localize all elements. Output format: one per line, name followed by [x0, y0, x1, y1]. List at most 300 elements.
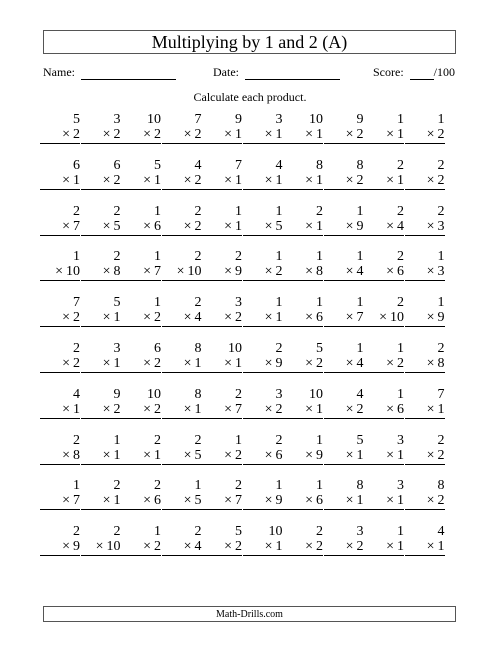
multiply-operator: × [386, 127, 394, 142]
multiplier-value: 9 [73, 539, 80, 555]
multiply-operator: × [55, 264, 63, 280]
multiplier-value: 10 [66, 264, 80, 280]
problem [243, 249, 283, 281]
multiplier-value: 7 [235, 493, 242, 509]
multiplier-value: 2 [154, 310, 161, 326]
multiply-operator: × [143, 493, 151, 509]
problem-multiplier [283, 127, 323, 144]
problem-multiplier [283, 448, 323, 465]
multiplier-value: 1 [113, 447, 121, 463]
problem [283, 478, 323, 510]
multiply-operator: × [183, 493, 192, 509]
problem-multiplicand: 1 [397, 112, 404, 127]
multiplier-value: 8 [437, 356, 445, 371]
problem [324, 204, 364, 236]
multiply-operator: × [102, 218, 111, 234]
problem [202, 112, 242, 144]
problem [324, 478, 364, 510]
problem-multiplicand: 2 [316, 203, 323, 219]
problem [40, 204, 80, 236]
problem [40, 524, 80, 556]
problem-multiplicand: 5 [113, 295, 121, 311]
multiply-operator: × [183, 172, 192, 188]
multiplier-value: 4 [356, 264, 364, 280]
multiplier-value: 5 [113, 218, 121, 234]
multiply-operator: × [224, 127, 232, 142]
problem-multiplicand: 3 [356, 524, 364, 540]
multiplier-value: 9 [275, 493, 283, 509]
multiply-operator: × [305, 539, 313, 555]
multiplier-value: 4 [397, 218, 404, 234]
multiply-operator: × [345, 493, 354, 509]
problem-multiplicand: 5 [316, 341, 323, 356]
multiplier-value: 2 [356, 401, 364, 417]
problem-multiplier [243, 219, 283, 236]
multiplier-value: 1 [73, 172, 80, 188]
problem-multiplicand: 2 [235, 386, 242, 402]
problem-multiplicand: 1 [316, 295, 323, 311]
problem-multiplicand: 1 [437, 249, 445, 265]
multiply-operator: × [345, 172, 354, 188]
problem [364, 387, 404, 419]
name-blank[interactable] [81, 65, 176, 80]
problem-multiplicand: 6 [113, 157, 121, 173]
problem [202, 249, 242, 281]
multiply-operator: × [305, 493, 313, 509]
problem-multiplier [202, 539, 242, 556]
multiplier-value: 10 [106, 539, 121, 555]
multiplier-value: 1 [356, 447, 364, 463]
problem [40, 433, 80, 465]
multiplier-value: 2 [73, 356, 80, 371]
multiply-operator: × [224, 401, 232, 417]
problem-multiplier [283, 173, 323, 190]
problem-multiplier [405, 173, 445, 190]
multiplier-value: 6 [275, 447, 283, 463]
problem [324, 112, 364, 144]
problem-multiplicand: 10 [147, 386, 161, 402]
problem [40, 295, 80, 327]
problem [202, 387, 242, 419]
problem-multiplier [81, 493, 121, 510]
multiply-operator: × [62, 218, 70, 234]
problem [162, 524, 202, 556]
multiply-operator: × [224, 493, 232, 509]
problem-multiplicand: 2 [194, 249, 202, 265]
multiply-operator: × [345, 539, 354, 555]
problem-multiplicand: 1 [356, 203, 364, 219]
multiply-operator: × [264, 401, 273, 417]
multiply-operator: × [62, 447, 70, 463]
multiply-operator: × [102, 127, 111, 142]
multiply-operator: × [143, 539, 151, 555]
problem-multiplicand: 4 [73, 386, 80, 402]
problem [243, 204, 283, 236]
multiplier-value: 6 [154, 218, 161, 234]
multiply-operator: × [62, 401, 70, 417]
problem-multiplicand: 8 [356, 157, 364, 173]
multiplier-value: 9 [356, 218, 364, 234]
problem-multiplicand: 9 [113, 386, 121, 402]
multiply-operator: × [426, 447, 435, 463]
problem-multiplier [364, 539, 404, 556]
problem [324, 249, 364, 281]
multiplier-value: 9 [235, 264, 242, 280]
problem-multiplicand: 2 [194, 432, 202, 448]
multiply-operator: × [183, 218, 192, 234]
name-field [43, 65, 176, 80]
problem [243, 387, 283, 419]
problem [162, 295, 202, 327]
problem-multiplier [283, 264, 323, 281]
problem [243, 478, 283, 510]
multiply-operator: × [426, 127, 435, 142]
multiply-operator: × [426, 310, 435, 326]
problem-multiplier [243, 493, 283, 510]
multiplier-value: 1 [113, 356, 121, 371]
problem [405, 478, 445, 510]
problem-multiplicand: 3 [397, 478, 404, 494]
problem [324, 341, 364, 373]
problem-multiplier [40, 539, 80, 556]
problem-multiplicand: 2 [397, 157, 404, 173]
problem-multiplicand: 2 [437, 203, 445, 219]
problem-multiplier [81, 539, 121, 556]
problem [121, 341, 161, 373]
problem-multiplicand: 2 [275, 432, 283, 448]
problem-multiplier [405, 356, 445, 373]
problem-multiplicand: 8 [356, 478, 364, 494]
problem-multiplicand: 10 [228, 341, 242, 356]
multiply-operator: × [386, 493, 394, 509]
multiply-operator: × [183, 127, 192, 142]
problem-multiplier [81, 219, 121, 236]
multiplier-value: 4 [356, 356, 364, 371]
header-info [43, 65, 456, 83]
problem [405, 341, 445, 373]
score-label: Score: [373, 65, 404, 79]
multiplier-value: 2 [437, 127, 445, 142]
multiplier-value: 9 [437, 310, 445, 326]
problem-multiplier [202, 448, 242, 465]
problem-multiplier [364, 402, 404, 419]
problem-multiplicand: 2 [397, 249, 404, 265]
multiply-operator: × [386, 264, 394, 280]
multiplier-value: 2 [437, 172, 445, 188]
multiplier-value: 2 [316, 539, 323, 555]
problem [324, 524, 364, 556]
multiplier-value: 6 [397, 401, 404, 417]
multiplier-value: 1 [275, 172, 283, 188]
problem-multiplicand: 5 [154, 157, 161, 173]
problem [40, 341, 80, 373]
multiply-operator: × [305, 127, 313, 142]
problem-multiplier [81, 402, 121, 419]
problem [202, 524, 242, 556]
problem-multiplicand: 5 [356, 432, 364, 448]
problem [283, 112, 323, 144]
problem-multiplicand: 10 [309, 112, 323, 127]
multiplier-value: 6 [154, 493, 161, 509]
problem-multiplicand: 1 [316, 249, 323, 265]
problem [162, 158, 202, 190]
multiplier-value: 1 [235, 172, 242, 188]
multiply-operator: × [386, 356, 394, 371]
problem [283, 295, 323, 327]
problem-multiplicand: 2 [316, 524, 323, 540]
multiplier-value: 8 [73, 447, 80, 463]
score-blank[interactable] [410, 65, 434, 80]
multiply-operator: × [305, 218, 313, 234]
problem [40, 158, 80, 190]
problem-multiplicand: 1 [275, 203, 283, 219]
problem [121, 158, 161, 190]
multiply-operator: × [143, 218, 151, 234]
multiply-operator: × [143, 447, 151, 463]
multiply-operator: × [426, 401, 435, 417]
multiply-operator: × [62, 356, 70, 371]
multiplier-value: 2 [397, 356, 404, 371]
problem-multiplier [405, 448, 445, 465]
problem [202, 341, 242, 373]
problem-multiplier [40, 448, 80, 465]
problem [162, 249, 202, 281]
problem-multiplier [324, 539, 364, 556]
problem-multiplicand: 2 [275, 341, 283, 356]
multiplier-value: 7 [235, 401, 242, 417]
multiplier-value: 1 [397, 539, 404, 555]
date-field [213, 65, 340, 80]
problem-multiplicand: 2 [154, 478, 161, 494]
multiply-operator: × [224, 539, 232, 555]
problem [40, 387, 80, 419]
problem-multiplicand: 4 [437, 524, 445, 540]
multiplier-value: 10 [390, 310, 404, 326]
multiply-operator: × [264, 218, 273, 234]
problem-multiplier [283, 493, 323, 510]
problem-multiplicand: 10 [268, 524, 283, 540]
multiply-operator: × [102, 264, 111, 280]
problem-multiplier [162, 493, 202, 510]
problem-multiplicand: 1 [275, 295, 283, 311]
problem-multiplicand: 9 [356, 112, 364, 127]
multiply-operator: × [264, 127, 273, 142]
problem-multiplier [364, 448, 404, 465]
multiply-operator: × [264, 493, 273, 509]
problem [243, 433, 283, 465]
problem-multiplicand: 7 [437, 386, 445, 402]
multiply-operator: × [95, 539, 104, 555]
multiplier-value: 1 [316, 127, 323, 142]
multiplier-value: 1 [356, 493, 364, 509]
problem-multiplier [162, 402, 202, 419]
multiplier-value: 1 [194, 356, 202, 371]
problem-multiplicand: 2 [113, 478, 121, 494]
problem-multiplicand: 4 [194, 157, 202, 173]
name-label: Name: [43, 65, 75, 79]
problem-multiplier [364, 356, 404, 373]
multiply-operator: × [183, 539, 192, 555]
problem-multiplier [40, 173, 80, 190]
problem-multiplier [81, 264, 121, 281]
multiplier-value: 4 [194, 310, 202, 326]
problem [405, 204, 445, 236]
multiplier-value: 1 [154, 447, 161, 463]
problem-multiplier [364, 219, 404, 236]
problem [121, 204, 161, 236]
problem [121, 112, 161, 144]
problem-multiplicand: 6 [73, 157, 80, 173]
problem-multiplier [243, 264, 283, 281]
multiply-operator: × [426, 218, 435, 234]
problem [364, 249, 404, 281]
problem-multiplicand: 2 [194, 203, 202, 219]
multiplier-value: 2 [316, 356, 323, 371]
multiplier-value: 1 [275, 127, 283, 142]
problem-multiplier [81, 448, 121, 465]
problem [162, 204, 202, 236]
problem-multiplicand: 3 [275, 386, 283, 402]
problem-multiplicand: 5 [235, 524, 242, 540]
problem-multiplier [40, 356, 80, 373]
multiplier-value: 1 [235, 127, 242, 142]
multiply-operator: × [345, 447, 354, 463]
multiplier-value: 2 [113, 401, 121, 417]
score-total: /100 [433, 65, 455, 79]
problem-multiplier [40, 493, 80, 510]
multiply-operator: × [345, 401, 354, 417]
multiplier-value: 1 [397, 493, 404, 509]
problem [162, 387, 202, 419]
multiply-operator: × [264, 539, 273, 555]
problem [283, 387, 323, 419]
problem [324, 387, 364, 419]
problem [40, 249, 80, 281]
problem-multiplier [324, 173, 364, 190]
date-label: Date: [213, 65, 239, 79]
problem-multiplier [202, 402, 242, 419]
multiply-operator: × [426, 264, 435, 280]
problem-multiplicand: 2 [194, 524, 202, 540]
problem-multiplier [81, 173, 121, 190]
problem-multiplicand: 1 [437, 112, 445, 127]
problem-multiplicand: 1 [73, 478, 80, 494]
problem [81, 433, 121, 465]
multiply-operator: × [386, 218, 394, 234]
problem-multiplier [121, 173, 161, 190]
problem [364, 341, 404, 373]
multiply-operator: × [143, 264, 151, 280]
multiplier-value: 1 [113, 493, 121, 509]
problem [364, 295, 404, 327]
multiplier-value: 6 [316, 310, 323, 326]
multiply-operator: × [224, 447, 232, 463]
multiply-operator: × [62, 539, 70, 555]
problem-multiplier [405, 264, 445, 281]
multiplier-value: 8 [316, 264, 323, 280]
multiply-operator: × [143, 356, 151, 371]
problem [243, 295, 283, 327]
problem-multiplicand: 2 [194, 295, 202, 311]
problem [202, 295, 242, 327]
problem [283, 524, 323, 556]
problem [81, 524, 121, 556]
problem-multiplier [324, 310, 364, 327]
problem-multiplicand: 9 [235, 112, 242, 127]
multiply-operator: × [224, 172, 232, 188]
multiplier-value: 2 [275, 264, 283, 280]
problem-multiplier [243, 173, 283, 190]
multiplier-value: 1 [113, 310, 121, 326]
multiply-operator: × [426, 356, 435, 371]
multiplier-value: 2 [356, 127, 364, 142]
problem-multiplier [283, 402, 323, 419]
problem-multiplicand: 10 [309, 386, 323, 402]
problem-multiplicand: 2 [154, 432, 161, 448]
problem [81, 249, 121, 281]
multiply-operator: × [143, 172, 151, 188]
multiply-operator: × [305, 310, 313, 326]
problem-multiplier [324, 127, 364, 144]
multiplier-value: 1 [275, 539, 283, 555]
multiplier-value: 1 [316, 172, 323, 188]
problem [121, 478, 161, 510]
problem-multiplier [162, 310, 202, 327]
problem-multiplicand: 2 [113, 249, 121, 265]
problem-multiplier [405, 402, 445, 419]
problem-multiplicand: 2 [397, 295, 404, 311]
multiply-operator: × [345, 127, 354, 142]
problem [81, 341, 121, 373]
multiplier-value: 2 [194, 218, 202, 234]
problem [364, 112, 404, 144]
date-blank[interactable] [245, 65, 340, 80]
problem-multiplicand: 2 [437, 157, 445, 173]
multiply-operator: × [102, 172, 111, 188]
problem-multiplier [202, 127, 242, 144]
problem-multiplier [162, 448, 202, 465]
multiplier-value: 1 [316, 218, 323, 234]
multiply-operator: × [305, 447, 313, 463]
problem-multiplier [283, 356, 323, 373]
problem [405, 524, 445, 556]
problem-multiplicand: 2 [437, 341, 445, 356]
problem [243, 158, 283, 190]
multiplier-value: 7 [356, 310, 364, 326]
problem [202, 433, 242, 465]
problem-multiplier [40, 264, 80, 281]
problem-multiplicand: 3 [235, 295, 242, 311]
multiply-operator: × [224, 264, 232, 280]
problem [121, 295, 161, 327]
problem-multiplicand: 8 [194, 341, 202, 356]
problem [364, 158, 404, 190]
problem [202, 478, 242, 510]
problem-multiplier [121, 493, 161, 510]
multiplier-value: 9 [275, 356, 283, 371]
multiplier-value: 1 [275, 310, 283, 326]
problem-multiplicand: 1 [275, 249, 283, 265]
multiplier-value: 2 [154, 356, 161, 371]
problem-multiplier [202, 356, 242, 373]
problem-multiplicand: 1 [194, 478, 202, 494]
problem-multiplicand: 7 [194, 112, 202, 127]
problem-multiplicand: 2 [113, 203, 121, 219]
problem-multiplier [40, 127, 80, 144]
multiplier-value: 8 [113, 264, 121, 280]
problem-multiplicand: 1 [397, 524, 404, 540]
problem-multiplier [162, 219, 202, 236]
